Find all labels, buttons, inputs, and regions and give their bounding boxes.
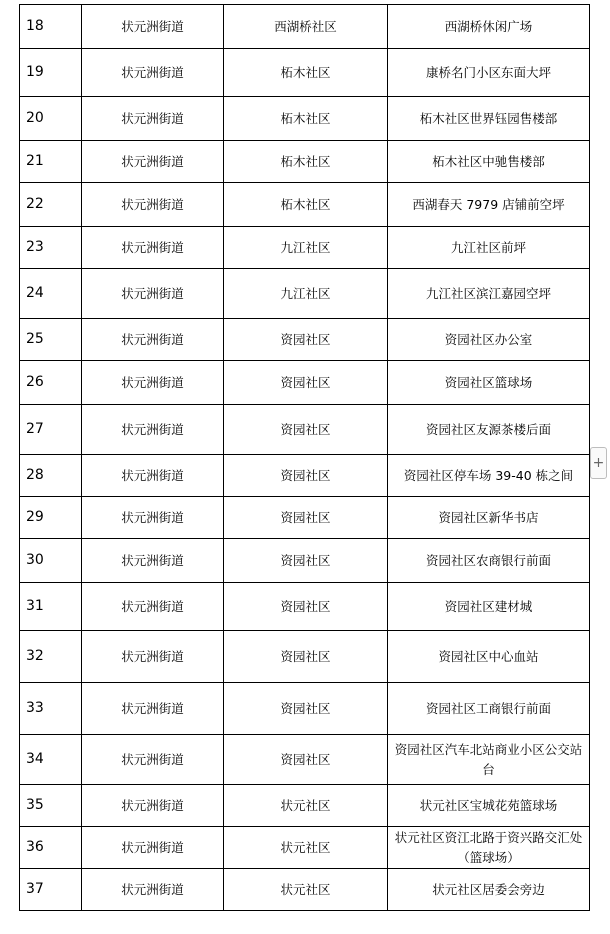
location-cell: 资园社区新华书店: [388, 497, 590, 539]
location-cell: 状元社区宝城花苑篮球场: [388, 785, 590, 827]
row-number-cell: 24: [20, 269, 82, 319]
row-number-cell: 26: [20, 361, 82, 405]
street-cell: 状元洲街道: [82, 539, 224, 583]
community-cell: 西湖桥社区: [224, 5, 388, 49]
row-number-cell: 27: [20, 405, 82, 455]
community-cell: 柘木社区: [224, 49, 388, 97]
street-cell: 状元洲街道: [82, 827, 224, 869]
row-number-cell: 25: [20, 319, 82, 361]
location-cell: 柘木社区中驰售楼部: [388, 141, 590, 183]
table-row: [20, 785, 590, 827]
street-cell: 状元洲街道: [82, 5, 224, 49]
row-number-cell: 19: [20, 49, 82, 97]
row-number-cell: 31: [20, 583, 82, 631]
street-cell: 状元洲街道: [82, 683, 224, 735]
street-cell: 状元洲街道: [82, 183, 224, 227]
street-cell: 状元洲街道: [82, 227, 224, 269]
community-cell: 状元社区: [224, 869, 388, 911]
community-cell: 资园社区: [224, 631, 388, 683]
location-cell: 资园社区友源茶楼后面: [388, 405, 590, 455]
location-cell: 康桥名门小区东面大坪: [388, 49, 590, 97]
community-cell: 状元社区: [224, 785, 388, 827]
location-table: [19, 4, 590, 911]
community-cell: 资园社区: [224, 405, 388, 455]
community-cell: 状元社区: [224, 827, 388, 869]
table-row: [20, 869, 590, 911]
street-cell: 状元洲街道: [82, 319, 224, 361]
row-number-cell: 35: [20, 785, 82, 827]
community-cell: 资园社区: [224, 497, 388, 539]
community-cell: 柘木社区: [224, 141, 388, 183]
row-number-cell: 32: [20, 631, 82, 683]
street-cell: 状元洲街道: [82, 631, 224, 683]
table-row: [20, 227, 590, 269]
table-row: [20, 539, 590, 583]
table-row: [20, 269, 590, 319]
table-row: [20, 497, 590, 539]
row-number-cell: 23: [20, 227, 82, 269]
location-cell: 九江社区前坪: [388, 227, 590, 269]
table-row: [20, 827, 590, 869]
location-cell: 状元社区资江北路于资兴路交汇处（篮球场）: [388, 827, 590, 869]
community-cell: 资园社区: [224, 683, 388, 735]
community-cell: 柘木社区: [224, 183, 388, 227]
row-number-cell: 28: [20, 455, 82, 497]
street-cell: 状元洲街道: [82, 869, 224, 911]
row-number-cell: 34: [20, 735, 82, 785]
community-cell: 资园社区: [224, 583, 388, 631]
location-cell: 柘木社区世界钰园售楼部: [388, 97, 590, 141]
community-cell: 资园社区: [224, 735, 388, 785]
location-cell: 资园社区汽车北站商业小区公交站台: [388, 735, 590, 785]
table-row: [20, 97, 590, 141]
community-cell: 九江社区: [224, 227, 388, 269]
table-row: [20, 183, 590, 227]
community-cell: 资园社区: [224, 319, 388, 361]
location-cell: 资园社区建材城: [388, 583, 590, 631]
street-cell: 状元洲街道: [82, 361, 224, 405]
street-cell: 状元洲街道: [82, 97, 224, 141]
street-cell: 状元洲街道: [82, 785, 224, 827]
location-cell: 资园社区工商银行前面: [388, 683, 590, 735]
street-cell: 状元洲街道: [82, 735, 224, 785]
community-cell: 柘木社区: [224, 97, 388, 141]
row-number-cell: 36: [20, 827, 82, 869]
community-cell: 资园社区: [224, 539, 388, 583]
street-cell: 状元洲街道: [82, 141, 224, 183]
street-cell: 状元洲街道: [82, 49, 224, 97]
row-number-cell: 29: [20, 497, 82, 539]
row-number-cell: 18: [20, 5, 82, 49]
table-row: [20, 49, 590, 97]
table-row: [20, 405, 590, 455]
side-expand-button[interactable]: [590, 447, 607, 479]
row-number-cell: 20: [20, 97, 82, 141]
table-row: [20, 361, 590, 405]
row-number-cell: 33: [20, 683, 82, 735]
community-cell: 资园社区: [224, 455, 388, 497]
row-number-cell: 30: [20, 539, 82, 583]
row-number-cell: 37: [20, 869, 82, 911]
table-body: [20, 5, 590, 911]
row-number-cell: 21: [20, 141, 82, 183]
location-cell: 资园社区停车场 39-40 栋之间: [388, 455, 590, 497]
location-cell: 资园社区篮球场: [388, 361, 590, 405]
table-row: [20, 5, 590, 49]
table-row: [20, 735, 590, 785]
location-cell: 资园社区办公室: [388, 319, 590, 361]
community-cell: 资园社区: [224, 361, 388, 405]
location-cell: 状元社区居委会旁边: [388, 869, 590, 911]
location-cell: 资园社区中心血站: [388, 631, 590, 683]
location-cell: 九江社区滨江嘉园空坪: [388, 269, 590, 319]
table-row: [20, 631, 590, 683]
table-row: [20, 319, 590, 361]
table-row: [20, 141, 590, 183]
table-row: [20, 455, 590, 497]
street-cell: 状元洲街道: [82, 497, 224, 539]
row-number-cell: 22: [20, 183, 82, 227]
street-cell: 状元洲街道: [82, 405, 224, 455]
location-cell: 资园社区农商银行前面: [388, 539, 590, 583]
plus-icon: +: [592, 455, 605, 471]
street-cell: 状元洲街道: [82, 583, 224, 631]
street-cell: 状元洲街道: [82, 455, 224, 497]
location-cell: 西湖桥休闲广场: [388, 5, 590, 49]
location-cell: 西湖春天 7979 店铺前空坪: [388, 183, 590, 227]
community-cell: 九江社区: [224, 269, 388, 319]
street-cell: 状元洲街道: [82, 269, 224, 319]
table-row: [20, 683, 590, 735]
table-row: [20, 583, 590, 631]
